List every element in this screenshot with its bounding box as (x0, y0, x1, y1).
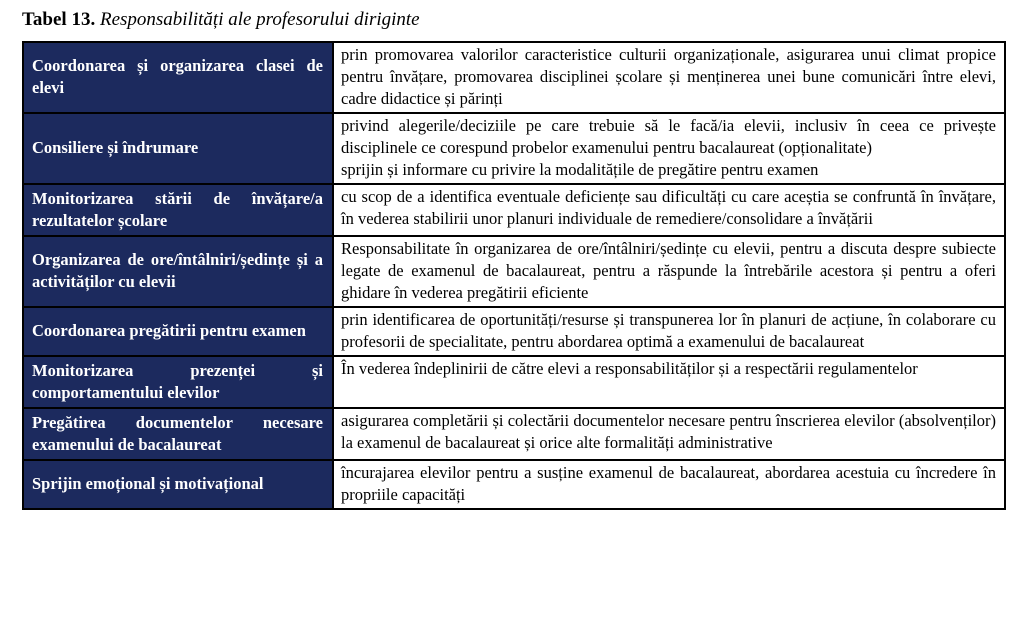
table-row (23, 184, 1005, 236)
description-paragraph: asigurarea completării și colectării documentelor necesare pentru înscrierea elevilor (absolvenților) la examenul de bacalaureat și orice alte formalități administrative (341, 410, 996, 452)
description-cell (333, 113, 1005, 184)
table-row (23, 356, 1005, 408)
description-cell (333, 356, 1005, 408)
description-paragraph: Responsabilitate în organizarea de ore/întâlniri/ședințe cu elevii, pentru a discuta despre subiecte legate de examenul de bacalaureat, pentru a răspunde la întrebările acestora și pentru a oferi ghidare în vederea pregătirii eficiente (341, 238, 996, 302)
responsibility-cell: Pregătirea documentelor necesare examenului de bacalaureat (23, 408, 333, 460)
description-paragraph: încurajarea elevilor pentru a susține examenul de bacalaureat, abordarea acestuia cu încredere în propriile capacități (341, 462, 996, 504)
responsibility-cell: Coordonarea pregătirii pentru examen (23, 307, 333, 356)
description-paragraph: prin promovarea valorilor caracteristice culturii organizaționale, asigurarea unui climat propice pentru învățare, promovarea disciplinei școlare și menținerea unei bune comunicări între elevi, cadre didactice și părinți (341, 44, 996, 108)
table-row (23, 408, 1005, 460)
description-cell (333, 42, 1005, 113)
table-caption-title: Responsabilități ale profesorului diriginte (99, 9, 420, 30)
table-row (23, 113, 1005, 184)
responsibility-cell: Organizarea de ore/întâlniri/ședințe și a activităților cu elevii (23, 236, 333, 307)
table-row (23, 236, 1005, 307)
responsibility-cell: Coordonarea și organizarea clasei de elevi (23, 42, 333, 113)
responsibility-cell: Monitorizarea stării de învățare/a rezultatelor școlare (23, 184, 333, 236)
description-paragraph: prin identificarea de oportunități/resurse și transpunerea lor în planuri de acțiune, în colaborare cu profesorii de specialitate, pentru abordarea optimă a examenului de bacalaureat (341, 309, 996, 351)
responsibility-cell: Consiliere și îndrumare (23, 113, 333, 184)
description-paragraph: privind alegerile/deciziile pe care trebuie să le facă/ia elevii, inclusiv în ceea ce privește disciplinele ce corespund probelor examenului pentru bacalaureat (opționalitate) (341, 115, 996, 157)
description-cell (333, 184, 1005, 236)
table-row (23, 42, 1005, 113)
table-row (23, 307, 1005, 356)
responsibilities-table (22, 41, 1006, 510)
description-cell (333, 236, 1005, 307)
table-caption (22, 8, 1004, 32)
responsibility-cell: Sprijin emoțional și motivațional (23, 460, 333, 509)
description-paragraph: cu scop de a identifica eventuale deficiențe sau dificultăți cu care aceștia se confruntă în învățare, în vederea stabilirii unor planuri individuale de remediere/consolidare a învățării (341, 186, 996, 228)
description-cell (333, 307, 1005, 356)
responsibility-cell: Monitorizarea prezenței și comportamentului elevilor (23, 356, 333, 408)
description-cell (333, 460, 1005, 509)
table-caption-label: Tabel 13. (22, 9, 96, 30)
description-cell (333, 408, 1005, 460)
description-paragraph: În vederea îndeplinirii de către elevi a responsabilităților și a respectării regulamentelor (341, 358, 918, 378)
table-row (23, 460, 1005, 509)
description-paragraph: sprijin și informare cu privire la modalitățile de pregătire pentru examen (341, 159, 819, 179)
responsibilities-table-body (23, 42, 1005, 509)
